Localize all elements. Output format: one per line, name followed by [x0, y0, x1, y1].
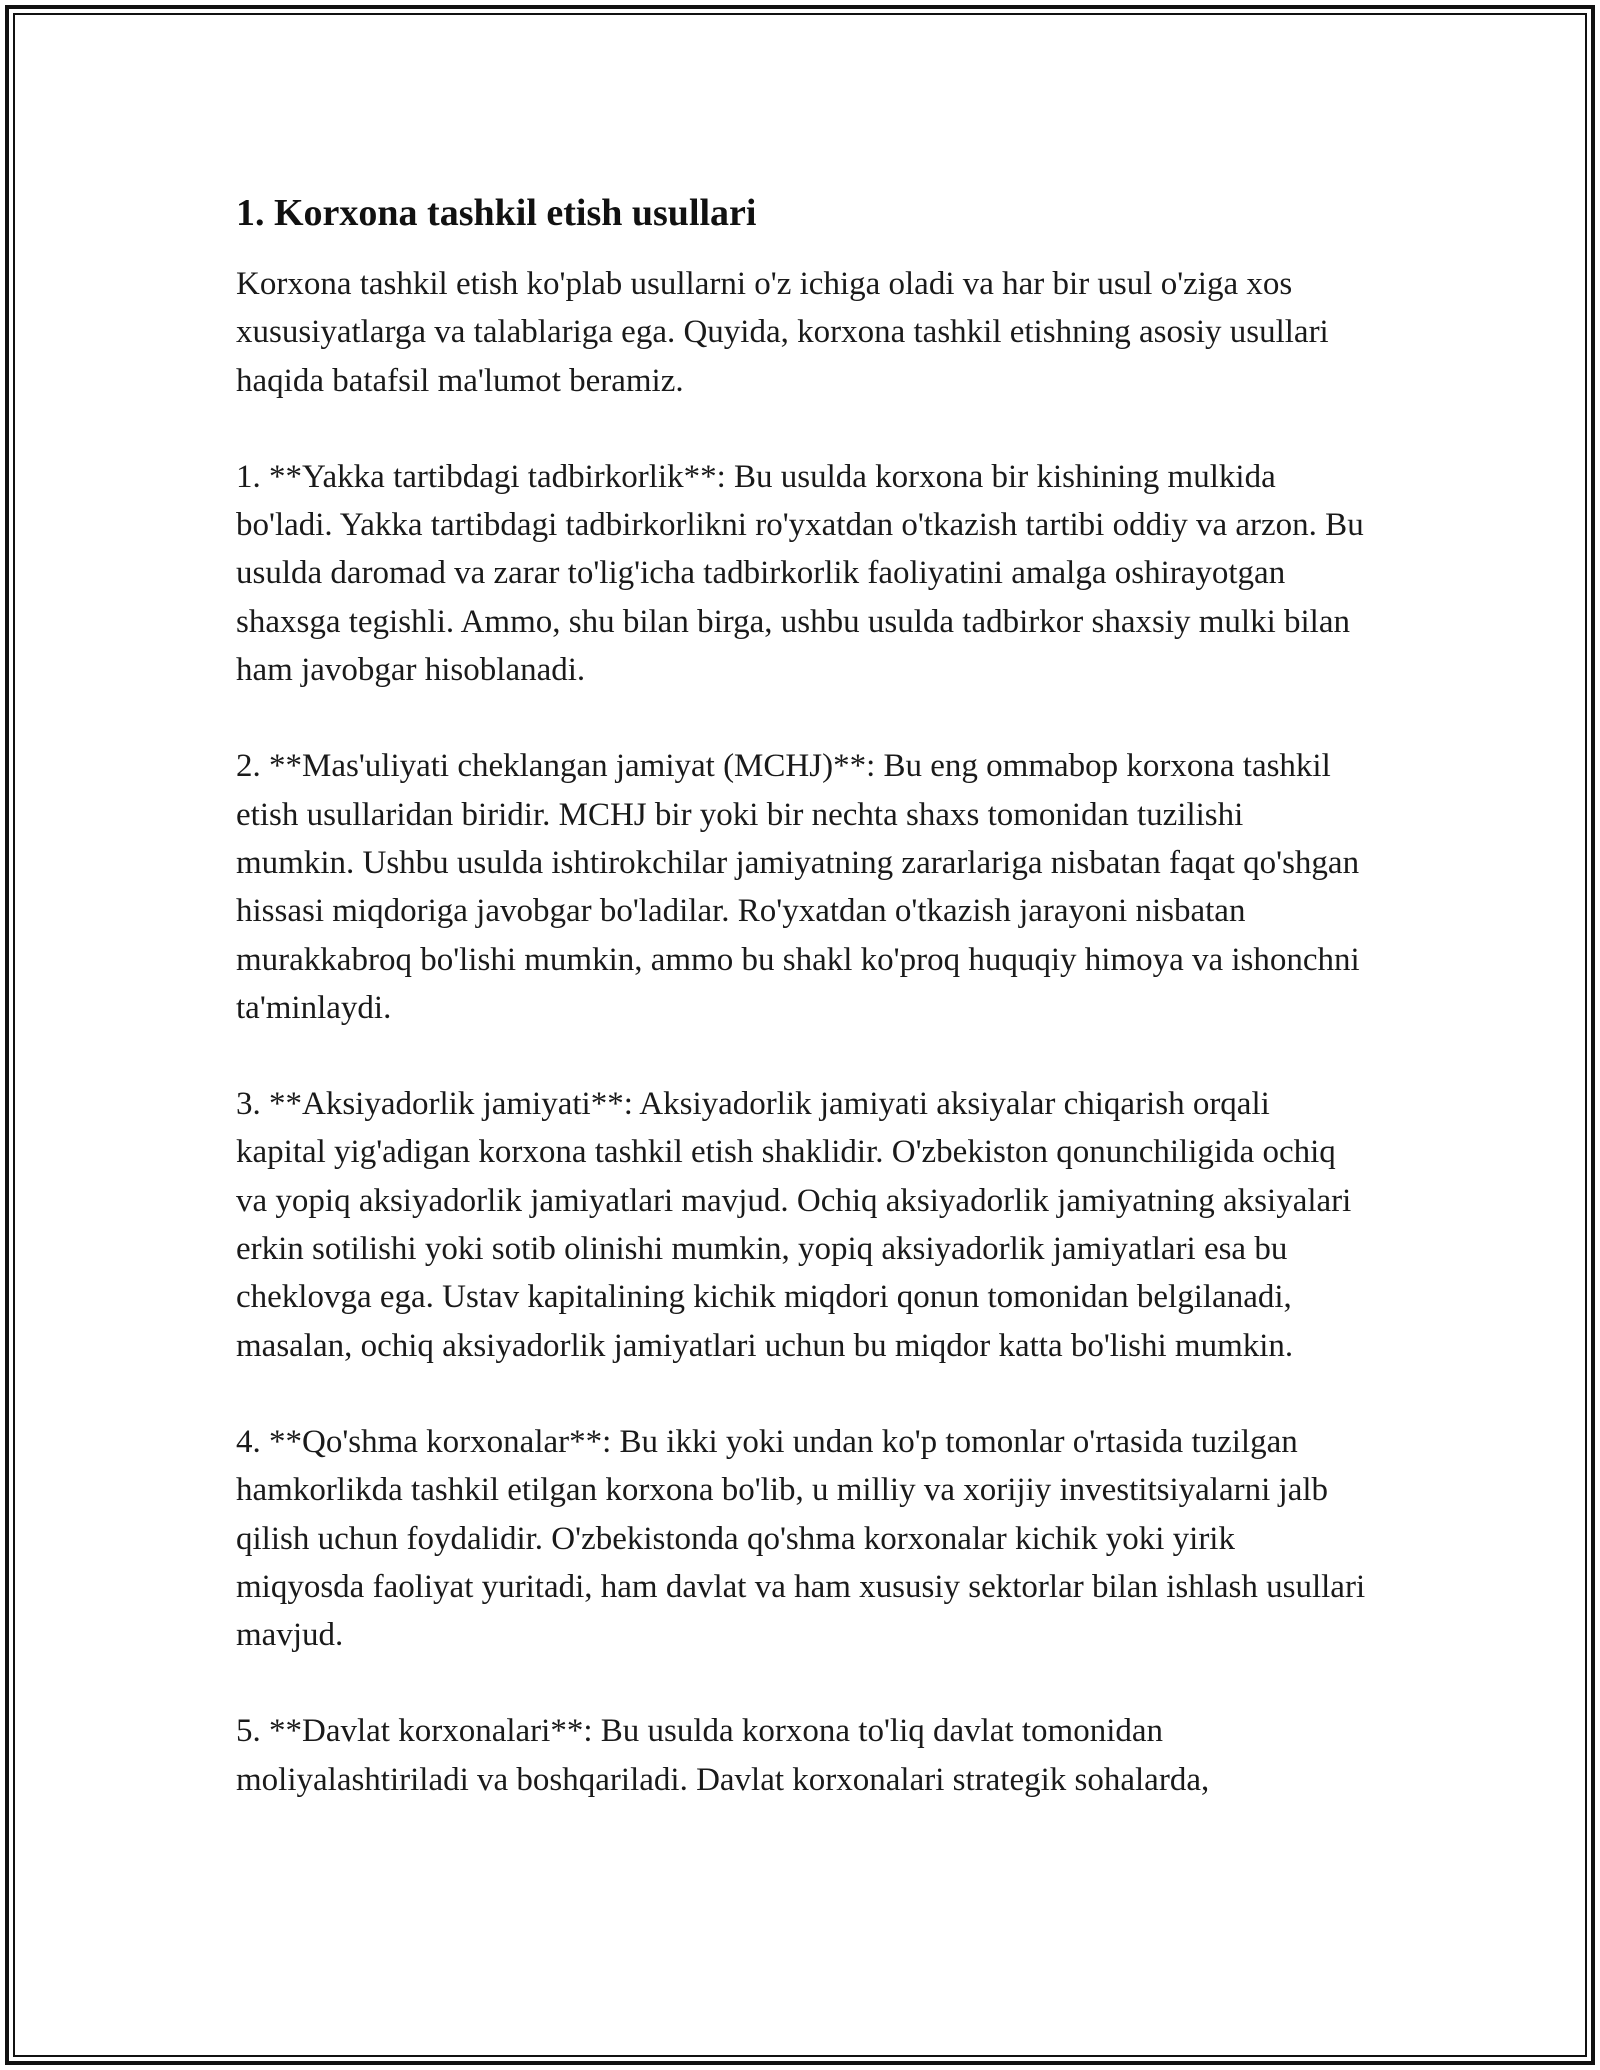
paragraph-sole-proprietorship: 1. **Yakka tartibdagi tadbirkorlik**: Bu usulda korxona bir kishining mulkida bo'ladi. Yakka tartibdagi tadbirkorlikni ro'yxatdan o'tkazish tartibi oddiy va arzon. Bu usulda daromad va zarar to'lig'icha tadbirkorlik faoliyatini amalga oshirayotgan shaxsga tegishli. Ammo, shu bilan birga, ushbu usulda tadbirkor shaxsiy mulki bilan ham javobgar hisoblanadi.	[236, 458, 1364, 689]
paragraph-joint-stock-company: 3. **Aksiyadorlik jamiyati**: Aksiyadorlik jamiyati aksiyalar chiqarish orqali kapital yig'adigan korxona tashkil etish shaklidir. O'zbekiston qonunchiligida ochiq va yopiq aksiyadorlik jamiyatlari mavjud. Ochiq aksiyadorlik jamiyatning aksiyalari erkin sotilishi yoki sotib olinishi mumkin, yopiq aksiyadorlik jamiyatlari esa bu cheklovga ega. Ustav kapitalining kichik miqdori qonun tomonidan belgilanadi, masalan, ochiq aksiyadorlik jamiyatlari uchun bu miqdor katta bo'lishi mumkin.	[236, 1086, 1352, 1364]
document-body	[236, 186, 1366, 1852]
paragraph-state-enterprises: 5. **Davlat korxonalari**: Bu usulda korxona to'liq davlat tomonidan moliyalashtiriladi va boshqariladi. Davlat korxonalari strategik sohalarda,	[236, 1713, 1210, 1798]
paragraph-llc: 2. **Mas'uliyati cheklangan jamiyat (MCHJ)**: Bu eng ommabop korxona tashkil etish usullaridan biridir. MCHJ bir yoki bir nechta shaxs tomonidan tuzilishi mumkin. Ushbu usulda ishtirokchilar jamiyatning zararlariga nisbatan faqat qo'shgan hissasi miqdoriga javobgar bo'ladilar. Ro'yxatdan o'tkazish jarayoni nisbatan murakkabroq bo'lishi mumkin, ammo bu shakl ko'proq huquqiy himoya va ishonchni ta'minlaydi.	[236, 748, 1360, 1026]
paragraph-joint-ventures: 4. **Qo'shma korxonalar**: Bu ikki yoki undan ko'p tomonlar o'rtasida tuzilgan hamkorlikda tashkil etilgan korxona bo'lib, u milliy va xorijiy investitsiyalarni jalb qilish uchun foydalidir. O'zbekistonda qo'shma korxonalar kichik yoki yirik miqyosda faoliyat yuritadi, ham davlat va ham xususiy sektorlar bilan ishlash usullari mavjud.	[236, 1423, 1366, 1654]
section-heading: 1. Korxona tashkil etish usullari	[236, 192, 757, 234]
intro-paragraph: Korxona tashkil etish ko'plab usullarni o'z ichiga oladi va har bir usul o'ziga xos xususiyatlarga va talablariga ega. Quyida, korxona tashkil etishning asosiy usullari haqida batafsil ma'lumot beramiz.	[236, 266, 1329, 399]
